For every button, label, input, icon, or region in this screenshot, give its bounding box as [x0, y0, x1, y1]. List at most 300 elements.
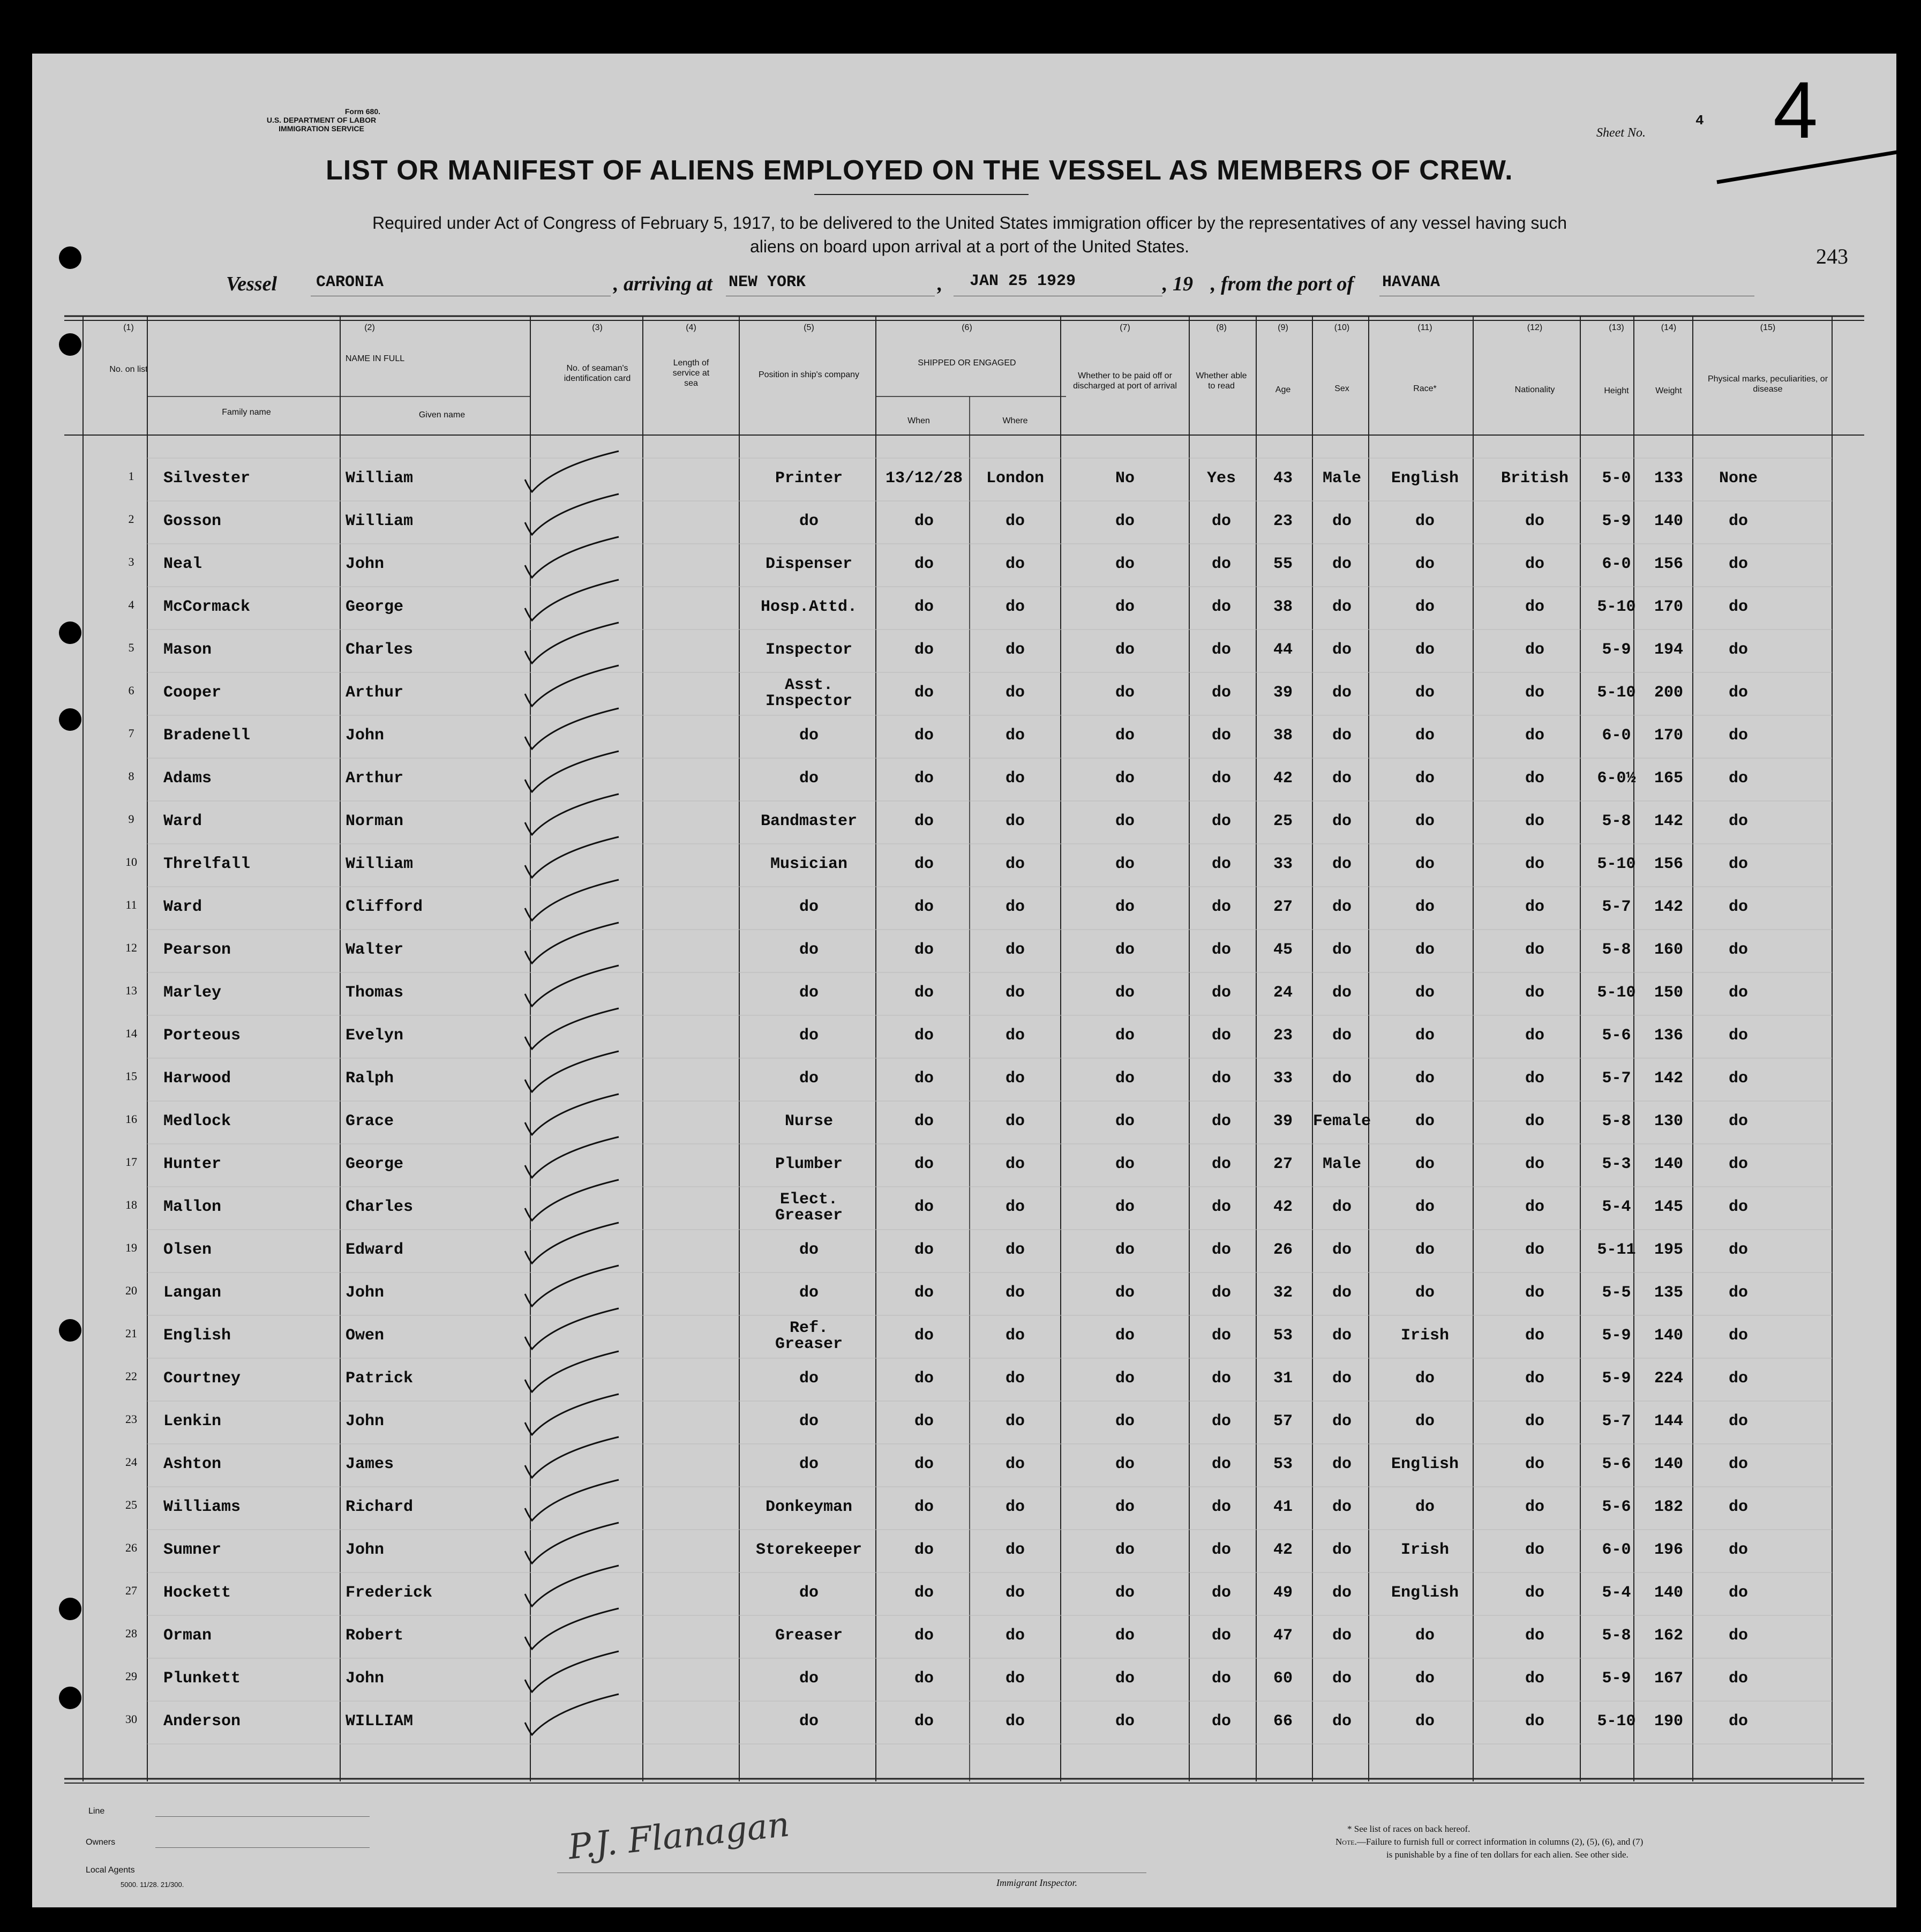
- family-name: Olsen: [163, 1241, 212, 1259]
- position: Ref. Greaser: [775, 1319, 843, 1353]
- weight: 156: [1654, 855, 1683, 873]
- paid-off: do: [1115, 1112, 1135, 1130]
- age: 23: [1273, 1027, 1293, 1045]
- family-name: Cooper: [163, 684, 222, 702]
- nationality: do: [1525, 1027, 1544, 1045]
- age: 42: [1273, 1541, 1293, 1559]
- nationality: do: [1525, 1284, 1544, 1302]
- comma: ,: [937, 273, 943, 295]
- family-name: Neal: [163, 555, 202, 573]
- able-to-read: do: [1211, 1241, 1231, 1259]
- shipped-when: do: [914, 898, 934, 916]
- sex: do: [1332, 769, 1352, 788]
- shipped-when: 13/12/28: [885, 469, 963, 488]
- physical-marks: do: [1728, 1712, 1748, 1731]
- able-to-read: do: [1211, 1198, 1231, 1216]
- weight: 182: [1654, 1498, 1683, 1516]
- height: 5-11: [1597, 1241, 1636, 1259]
- height: 5-9: [1602, 641, 1631, 659]
- family-name: Hunter: [163, 1155, 222, 1173]
- family-name: Threlfall: [163, 855, 251, 873]
- given-name: John: [346, 555, 385, 573]
- race: do: [1415, 1069, 1435, 1088]
- physical-marks: do: [1728, 555, 1748, 573]
- col5-label: Position in ship's company: [758, 370, 860, 379]
- nationality: do: [1525, 555, 1544, 573]
- check-mark-icon: [517, 1307, 624, 1356]
- height: 5-6: [1602, 1027, 1631, 1045]
- nationality: do: [1525, 641, 1544, 659]
- height: 5-4: [1602, 1198, 1631, 1216]
- family-name: Marley: [163, 984, 222, 1002]
- row-number: 25: [125, 1498, 137, 1511]
- given-name: William: [346, 469, 414, 488]
- check-mark-icon: [517, 750, 624, 798]
- able-to-read: do: [1211, 1455, 1231, 1473]
- height: 5-4: [1602, 1584, 1631, 1602]
- height: 5-7: [1602, 898, 1631, 916]
- physical-marks: do: [1728, 1498, 1748, 1516]
- sex: do: [1332, 1455, 1352, 1473]
- position: do: [799, 769, 819, 788]
- subtitle-line-1: Required under Act of Congress of February 5, 1917, to be delivered to the United States immigration officer by the representatives of any vessel having such: [372, 213, 1567, 233]
- owners-label: Owners: [86, 1838, 116, 1847]
- paid-off: do: [1115, 1198, 1135, 1216]
- weight: 165: [1654, 769, 1683, 788]
- physical-marks: do: [1728, 984, 1748, 1002]
- shipped-where: do: [1005, 984, 1025, 1002]
- race: do: [1415, 855, 1435, 873]
- position: do: [799, 1455, 819, 1473]
- shipped-where: do: [1005, 1369, 1025, 1388]
- sex: do: [1332, 727, 1352, 745]
- shipped-when: do: [914, 727, 934, 745]
- race: do: [1415, 769, 1435, 788]
- shipped-where: do: [1005, 1498, 1025, 1516]
- given-name: Arthur: [346, 684, 404, 702]
- col6-when: When: [907, 416, 930, 425]
- row-number: 13: [125, 984, 137, 997]
- shipped-when: do: [914, 1412, 934, 1431]
- col2-given: Given name: [418, 410, 466, 420]
- row-number: 27: [125, 1584, 137, 1597]
- weight: 140: [1654, 1155, 1683, 1173]
- physical-marks: do: [1728, 1369, 1748, 1388]
- check-mark-icon: [517, 879, 624, 927]
- check-mark-icon: [517, 493, 624, 541]
- age: 33: [1273, 855, 1293, 873]
- position: do: [799, 1027, 819, 1045]
- shipped-when: do: [914, 769, 934, 788]
- given-name: James: [346, 1455, 394, 1473]
- able-to-read: do: [1211, 941, 1231, 959]
- physical-marks: do: [1728, 1669, 1748, 1688]
- weight: 170: [1654, 727, 1683, 745]
- shipped-where: do: [1005, 812, 1025, 830]
- shipped-when: do: [914, 941, 934, 959]
- nationality: do: [1525, 1327, 1544, 1345]
- family-name: Williams: [163, 1498, 241, 1516]
- shipped-when: do: [914, 1584, 934, 1602]
- given-name: William: [346, 855, 414, 873]
- nationality: do: [1525, 1584, 1544, 1602]
- height: 5-8: [1602, 941, 1631, 959]
- able-to-read: do: [1211, 1584, 1231, 1602]
- family-name: Hockett: [163, 1584, 231, 1602]
- check-mark-icon: [517, 1179, 624, 1227]
- row-number: 22: [125, 1369, 137, 1383]
- nationality: do: [1525, 1712, 1544, 1731]
- age: 27: [1273, 1155, 1293, 1173]
- nationality: do: [1525, 941, 1544, 959]
- sex: do: [1332, 1584, 1352, 1602]
- paid-off: do: [1115, 1455, 1135, 1473]
- shipped-when: do: [914, 1112, 934, 1130]
- inspector-label: Immigrant Inspector.: [996, 1877, 1077, 1888]
- given-name: Frederick: [346, 1584, 433, 1602]
- height: 5-10: [1597, 855, 1636, 873]
- check-mark-icon: [517, 621, 624, 670]
- shipped-when: do: [914, 855, 934, 873]
- race: do: [1415, 898, 1435, 916]
- height: 5-7: [1602, 1069, 1631, 1088]
- height: 5-10: [1597, 598, 1636, 616]
- age: 32: [1273, 1284, 1293, 1302]
- shipped-when: do: [914, 984, 934, 1002]
- race: English: [1391, 1584, 1459, 1602]
- sex: do: [1332, 1412, 1352, 1431]
- age: 39: [1273, 1112, 1293, 1130]
- shipped-when: do: [914, 555, 934, 573]
- nationality: do: [1525, 598, 1544, 616]
- nationality: do: [1525, 1155, 1544, 1173]
- arrival-port: NEW YORK: [729, 273, 806, 291]
- footnote: * See list of races on back hereof.: [1347, 1824, 1470, 1834]
- race: do: [1415, 512, 1435, 530]
- given-name: Ralph: [346, 1069, 394, 1088]
- age: 53: [1273, 1455, 1293, 1473]
- position: Hosp.Attd.: [760, 598, 858, 616]
- row-number: 23: [125, 1412, 137, 1426]
- shipped-where: do: [1005, 1669, 1025, 1688]
- nationality: do: [1525, 1541, 1544, 1559]
- weight: 162: [1654, 1627, 1683, 1645]
- col1-num: (1): [123, 323, 134, 332]
- height: 5-9: [1602, 1369, 1631, 1388]
- height: 6-0½: [1597, 769, 1636, 788]
- able-to-read: do: [1211, 512, 1231, 530]
- position: do: [799, 1669, 819, 1688]
- col9-label: Age: [1275, 385, 1291, 394]
- weight: 190: [1654, 1712, 1683, 1731]
- family-name: Harwood: [163, 1069, 231, 1088]
- family-name: Ward: [163, 812, 202, 830]
- nationality: do: [1525, 1241, 1544, 1259]
- paid-off: do: [1115, 1027, 1135, 1045]
- race: do: [1415, 1155, 1435, 1173]
- given-name: Edward: [346, 1241, 404, 1259]
- family-name: English: [163, 1327, 231, 1345]
- shipped-where: do: [1005, 1712, 1025, 1731]
- paid-off: do: [1115, 1541, 1135, 1559]
- height: 5-10: [1597, 1712, 1636, 1731]
- paid-off: do: [1115, 855, 1135, 873]
- height: 5-6: [1602, 1455, 1631, 1473]
- able-to-read: do: [1211, 1712, 1231, 1731]
- age: 66: [1273, 1712, 1293, 1731]
- physical-marks: do: [1728, 1241, 1748, 1259]
- paid-off: do: [1115, 512, 1135, 530]
- race: do: [1415, 1284, 1435, 1302]
- shipped-where: do: [1005, 1627, 1025, 1645]
- height: 5-3: [1602, 1155, 1631, 1173]
- page-title: LIST OR MANIFEST OF ALIENS EMPLOYED ON THE VESSEL AS MEMBERS OF CREW.: [326, 155, 1513, 186]
- position: Musician: [770, 855, 848, 873]
- physical-marks: do: [1728, 1412, 1748, 1431]
- paid-off: do: [1115, 1669, 1135, 1688]
- weight: 142: [1654, 812, 1683, 830]
- position: do: [799, 898, 819, 916]
- check-mark-icon: [517, 793, 624, 841]
- sex: do: [1332, 984, 1352, 1002]
- check-mark-icon: [517, 1564, 624, 1613]
- physical-marks: do: [1728, 1112, 1748, 1130]
- physical-marks: do: [1728, 512, 1748, 530]
- shipped-where: do: [1005, 855, 1025, 873]
- able-to-read: do: [1211, 1498, 1231, 1516]
- shipped-where: do: [1005, 769, 1025, 788]
- age: 23: [1273, 512, 1293, 530]
- shipped-when: do: [914, 1369, 934, 1388]
- sex: do: [1332, 684, 1352, 702]
- weight: 224: [1654, 1369, 1683, 1388]
- race: do: [1415, 941, 1435, 959]
- row-number: 4: [128, 598, 134, 611]
- height: 5-8: [1602, 812, 1631, 830]
- shipped-where: do: [1005, 512, 1025, 530]
- line-rule: [155, 1816, 370, 1817]
- age: 47: [1273, 1627, 1293, 1645]
- able-to-read: do: [1211, 1541, 1231, 1559]
- shipped-when: do: [914, 1712, 934, 1731]
- race: do: [1415, 1669, 1435, 1688]
- check-mark-icon: [517, 1693, 624, 1741]
- nationality: do: [1525, 769, 1544, 788]
- check-mark-icon: [517, 1222, 624, 1270]
- row-number: 15: [125, 1069, 137, 1083]
- age: 38: [1273, 727, 1293, 745]
- physical-marks: do: [1728, 941, 1748, 959]
- race: Irish: [1400, 1327, 1449, 1345]
- physical-marks: do: [1728, 1541, 1748, 1559]
- family-name: Anderson: [163, 1712, 241, 1731]
- age: 53: [1273, 1327, 1293, 1345]
- shipped-where: do: [1005, 1112, 1025, 1130]
- service: IMMIGRATION SERVICE: [279, 124, 364, 133]
- position: do: [799, 1284, 819, 1302]
- shipped-when: do: [914, 1455, 934, 1473]
- nationality: do: [1525, 727, 1544, 745]
- paid-off: do: [1115, 555, 1135, 573]
- position: do: [799, 1241, 819, 1259]
- age: 41: [1273, 1498, 1293, 1516]
- family-name: Ashton: [163, 1455, 222, 1473]
- sex: do: [1332, 555, 1352, 573]
- position: do: [799, 1069, 819, 1088]
- given-name: Walter: [346, 941, 404, 959]
- shipped-where: do: [1005, 555, 1025, 573]
- inspector-signature: P.J. Flanagan: [566, 1804, 792, 1868]
- height: 5-10: [1597, 684, 1636, 702]
- age: 38: [1273, 598, 1293, 616]
- nationality: do: [1525, 1369, 1544, 1388]
- shipped-where: do: [1005, 1027, 1025, 1045]
- physical-marks: do: [1728, 1284, 1748, 1302]
- sex: Male: [1322, 1155, 1361, 1173]
- row-number: 1: [128, 469, 134, 483]
- race: do: [1415, 1712, 1435, 1731]
- shipped-where: do: [1005, 1241, 1025, 1259]
- col10-label: Sex: [1334, 384, 1349, 393]
- paid-off: do: [1115, 1284, 1135, 1302]
- position: Bandmaster: [760, 812, 858, 830]
- given-name: Evelyn: [346, 1027, 404, 1045]
- position: do: [799, 727, 819, 745]
- paid-off: do: [1115, 1627, 1135, 1645]
- shipped-when: do: [914, 1069, 934, 1088]
- weight: 142: [1654, 1069, 1683, 1088]
- col3-num: (3): [592, 323, 603, 332]
- height: 6-0: [1602, 727, 1631, 745]
- able-to-read: do: [1211, 1155, 1231, 1173]
- row-number: 17: [125, 1155, 137, 1169]
- weight: 170: [1654, 598, 1683, 616]
- race: English: [1391, 1455, 1459, 1473]
- col6-where: Where: [1002, 416, 1028, 425]
- check-mark-icon: [517, 1522, 624, 1570]
- paid-off: do: [1115, 1069, 1135, 1088]
- position: do: [799, 984, 819, 1002]
- family-name: McCormack: [163, 598, 251, 616]
- family-name: Lenkin: [163, 1412, 222, 1431]
- nationality: do: [1525, 1627, 1544, 1645]
- paid-off: No: [1115, 469, 1135, 488]
- family-name: Mallon: [163, 1198, 222, 1216]
- nationality: do: [1525, 984, 1544, 1002]
- row-number: 21: [125, 1327, 137, 1340]
- family-name: Silvester: [163, 469, 251, 488]
- family-name: Langan: [163, 1284, 222, 1302]
- age: 26: [1273, 1241, 1293, 1259]
- physical-marks: do: [1728, 1069, 1748, 1088]
- weight: 140: [1654, 1584, 1683, 1602]
- sheet-label: Sheet No.: [1596, 126, 1646, 140]
- sex: do: [1332, 641, 1352, 659]
- shipped-when: do: [914, 1284, 934, 1302]
- sex: do: [1332, 1669, 1352, 1688]
- weight: 135: [1654, 1284, 1683, 1302]
- height: 5-9: [1602, 1669, 1631, 1688]
- age: 42: [1273, 1198, 1293, 1216]
- weight: 140: [1654, 1455, 1683, 1473]
- race: do: [1415, 1369, 1435, 1388]
- position: Elect. Greaser: [775, 1190, 843, 1225]
- physical-marks: None: [1719, 469, 1758, 488]
- check-mark-icon: [517, 1393, 624, 1441]
- shipped-where: do: [1005, 1541, 1025, 1559]
- shipped-where: do: [1005, 1412, 1025, 1431]
- nationality: do: [1525, 512, 1544, 530]
- age: 42: [1273, 769, 1293, 788]
- given-name: John: [346, 727, 385, 745]
- col12-num: (12): [1527, 323, 1543, 332]
- col4-num: (4): [686, 323, 696, 332]
- check-mark-icon: [517, 664, 624, 713]
- given-name: Owen: [346, 1327, 385, 1345]
- vessel-label: Vessel: [226, 273, 277, 295]
- given-name: Charles: [346, 641, 414, 659]
- col8-label: Whether able to read: [1196, 371, 1247, 391]
- race: do: [1415, 984, 1435, 1002]
- able-to-read: do: [1211, 1112, 1231, 1130]
- sex: do: [1332, 1198, 1352, 1216]
- col11-num: (11): [1417, 323, 1432, 332]
- paid-off: do: [1115, 598, 1135, 616]
- able-to-read: do: [1211, 898, 1231, 916]
- given-name: John: [346, 1541, 385, 1559]
- physical-marks: do: [1728, 598, 1748, 616]
- row-number: 9: [128, 812, 134, 826]
- paid-off: do: [1115, 1327, 1135, 1345]
- height: 5-9: [1602, 1327, 1631, 1345]
- height: 5-0: [1602, 469, 1631, 488]
- shipped-where: do: [1005, 1455, 1025, 1473]
- row-number: 18: [125, 1198, 137, 1211]
- nationality: British: [1500, 469, 1569, 488]
- sex: do: [1332, 1712, 1352, 1731]
- weight: 195: [1654, 1241, 1683, 1259]
- given-name: Patrick: [346, 1369, 414, 1388]
- physical-marks: do: [1728, 1327, 1748, 1345]
- from-port: HAVANA: [1382, 273, 1440, 291]
- physical-marks: do: [1728, 684, 1748, 702]
- height: 6-0: [1602, 555, 1631, 573]
- check-mark-icon: [517, 1050, 624, 1098]
- col11-label: Race*: [1413, 384, 1437, 393]
- weight: 196: [1654, 1541, 1683, 1559]
- weight: 136: [1654, 1027, 1683, 1045]
- paid-off: do: [1115, 812, 1135, 830]
- shipped-where: do: [1005, 598, 1025, 616]
- height: 5-9: [1602, 512, 1631, 530]
- race: do: [1415, 598, 1435, 616]
- paid-off: do: [1115, 1155, 1135, 1173]
- col15-label: Physical marks, peculiarities, or disease: [1707, 375, 1828, 394]
- col13-num: (13): [1609, 323, 1624, 332]
- position: do: [799, 941, 819, 959]
- paid-off: do: [1115, 769, 1135, 788]
- physical-marks: do: [1728, 898, 1748, 916]
- check-mark-icon: [517, 579, 624, 627]
- weight: 156: [1654, 555, 1683, 573]
- row-number: 2: [128, 512, 134, 526]
- shipped-when: do: [914, 512, 934, 530]
- given-name: Grace: [346, 1112, 394, 1130]
- given-name: William: [346, 512, 414, 530]
- given-name: WILLIAM: [346, 1712, 414, 1731]
- age: 24: [1273, 984, 1293, 1002]
- given-name: Robert: [346, 1627, 404, 1645]
